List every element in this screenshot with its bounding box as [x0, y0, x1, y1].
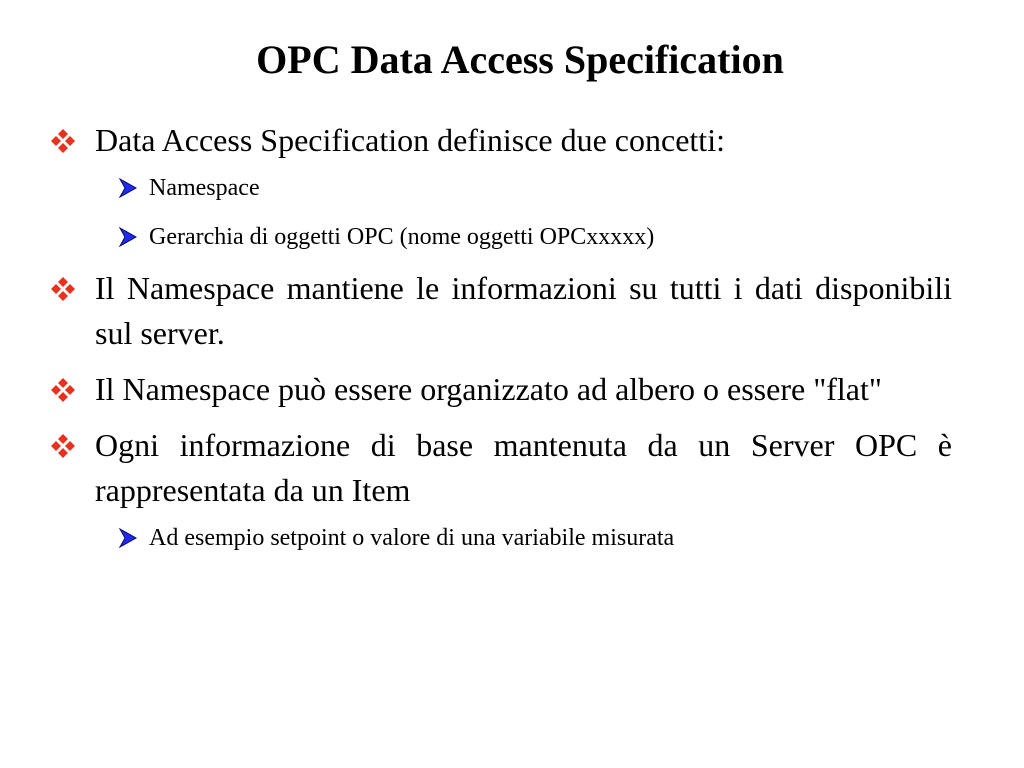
sub-bullet-item	[118, 171, 952, 205]
bullet-text: Il Namespace mantiene le informazioni su tutti i dati disponibili sul server.	[95, 270, 952, 351]
bullet-item	[50, 367, 952, 412]
four-diamond-bullet-icon	[50, 423, 95, 468]
arrowhead-bullet-icon	[118, 521, 149, 555]
sub-bullet-item	[118, 521, 952, 555]
four-diamond-bullet-icon	[50, 266, 95, 311]
bullet-text: Data Access Specification definisce due concetti:	[95, 122, 725, 158]
bullet-item	[50, 266, 952, 356]
bullet-item	[50, 423, 952, 513]
slide-content	[50, 118, 952, 555]
arrowhead-bullet-icon	[118, 171, 149, 205]
bullet-item	[50, 118, 952, 163]
bullet-text: Il Namespace può essere organizzato ad albero o essere "flat"	[95, 371, 882, 407]
four-diamond-bullet-icon	[50, 118, 95, 163]
sub-bullet-item	[118, 220, 952, 254]
sub-bullet-text: Namespace	[149, 175, 260, 201]
sub-bullet-text: Gerarchia di oggetti OPC (nome oggetti OPCxxxxx)	[149, 224, 655, 250]
four-diamond-bullet-icon	[50, 367, 95, 412]
bullet-text: Ogni informazione di base mantenuta da un Server OPC è rappresentata da un Item	[95, 427, 952, 508]
sub-bullet-text: Ad esempio setpoint o valore di una variabile misurata	[149, 525, 675, 551]
slide-title: OPC Data Access Specification	[256, 37, 784, 82]
arrowhead-bullet-icon	[118, 220, 149, 254]
